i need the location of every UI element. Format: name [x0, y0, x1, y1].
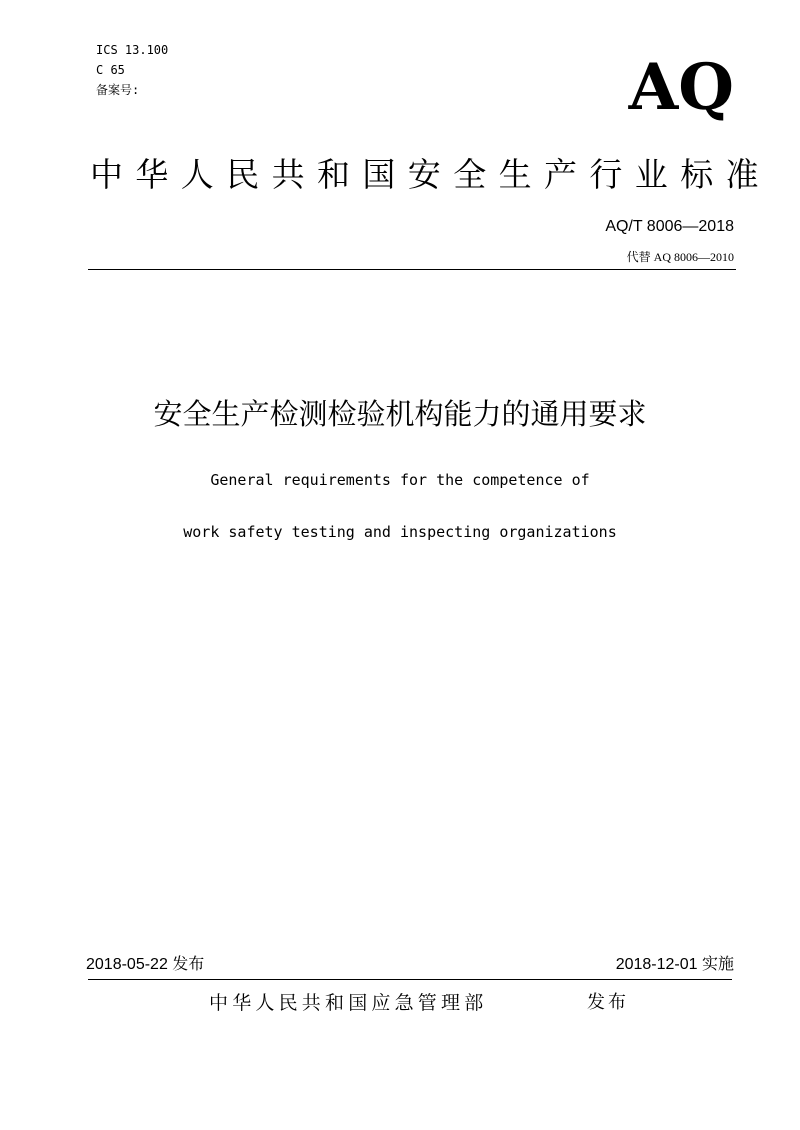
publish-label: 发布: [587, 992, 629, 1013]
publisher-name: 中华人民共和国应急管理部: [209, 992, 488, 1014]
ccs-code: C 65: [96, 63, 125, 77]
classification-codes: [96, 40, 168, 100]
document-title-english-line-2: work safety testing and inspecting organizations: [183, 523, 617, 541]
standard-category-title: 中华人民共和国安全生产行业标准: [90, 155, 771, 194]
document-title-english-line-1: General requirements for the competence of: [210, 471, 590, 489]
replaces-standard: 代替 AQ 8006—2010: [626, 250, 734, 264]
effective-date: 2018-12-01 实施: [615, 956, 734, 973]
issue-date: 2018-05-22 发布: [86, 956, 205, 973]
standard-number: AQ/T 8006—2018: [605, 218, 734, 235]
ics-code: ICS 13.100: [96, 43, 169, 57]
footer-divider: [88, 979, 732, 980]
aq-logo: AQ: [628, 50, 734, 125]
filing-number: 备案号:: [96, 83, 140, 97]
header-divider: [88, 269, 736, 270]
document-title-chinese: 安全生产检测检验机构能力的通用要求: [153, 397, 647, 431]
